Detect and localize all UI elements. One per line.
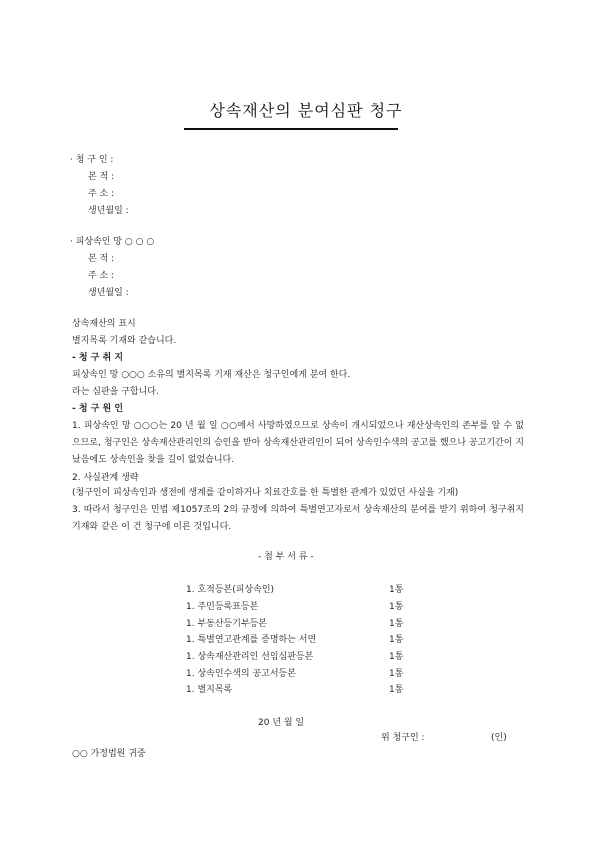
claimant-address-field: 주 소 : (88, 189, 115, 199)
cause-paragraph-3: (청구인이 피상속인과 생전에 생계를 같이하거나 치료간호를 한 특별한 관계가 있었던 사실을 기재) (72, 488, 459, 498)
title-underline (184, 128, 398, 130)
claimant-birthdate-field: 생년월일 : (88, 206, 129, 216)
attachment-name: 1. 호적등본(피상속인) (186, 585, 275, 595)
attachment-count: 1통 (389, 652, 404, 662)
decedent-heading: · 피상속인 망 ○ ○ ○ (70, 237, 155, 247)
attachment-name: 1. 별지목록 (186, 685, 233, 695)
purpose-line-2: 라는 심판을 구합니다. (72, 387, 159, 397)
cause-heading: - 청 구 원 인 (72, 404, 124, 414)
estate-text: 별지목록 기재와 같습니다. (72, 336, 177, 346)
attachment-count: 1통 (389, 685, 404, 695)
filing-date: 20 년 월 일 (258, 718, 305, 728)
decedent-address-field: 주 소 : (88, 271, 115, 281)
estate-heading: 상속재산의 표시 (72, 319, 136, 329)
attachment-count: 1통 (389, 585, 404, 595)
attachment-name: 1. 부동산등기부등본 (186, 619, 268, 629)
attachment-count: 1통 (389, 602, 404, 612)
decedent-domicile-field: 본 적 : (88, 254, 115, 264)
claimant-heading: · 청 구 인 : (70, 155, 114, 165)
attachment-name: 1. 주민등록표등본 (186, 602, 259, 612)
claimant-domicile-field: 본 적 : (88, 172, 115, 182)
attachment-name: 1. 상속인수색의 공고서등본 (186, 669, 296, 679)
attachment-name: 1. 특별연고관계를 증명하는 서면 (186, 635, 317, 645)
document-title: 상속재산의 분여심판 청구 (209, 101, 403, 120)
court-addressee: ○○ 가정법원 귀중 (72, 749, 146, 759)
decedent-birthdate-field: 생년월일 : (88, 288, 129, 298)
cause-paragraph-2: 2. 사실관계 생략 (72, 473, 139, 483)
signer-label: 위 청구인 : (381, 733, 425, 743)
attachment-count: 1통 (389, 635, 404, 645)
attachment-count: 1통 (389, 669, 404, 679)
purpose-line-1: 피상속인 망 ○○○ 소유의 별지목록 기재 재산은 청구인에게 분여 한다. (72, 370, 351, 380)
attachments-heading: - 첨 부 서 류 - (258, 552, 314, 562)
purpose-heading: - 청 구 취 지 (72, 353, 124, 363)
cause-paragraph-4: 3. 따라서 청구인은 민법 제1057조의 2의 규정에 의하여 특별연고자로서 상속재산의 분여를 받기 위하여 청구취지 기재와 같은 이 건 청구에 이른 것입니다. (72, 505, 524, 532)
attachment-count: 1통 (389, 619, 404, 629)
seal-mark: (인) (491, 733, 507, 743)
attachment-name: 1. 상속재산관리인 선임심판등본 (186, 652, 314, 662)
cause-paragraph-1: 1. 피상속인 망 ○○○는 20 년 월 일 ○○에서 사망하였으므로 상속이 개시되었으나 재산상속인의 존부를 알 수 없으므로, 청구인은 상속재산관리인의 승인을 받아 상속재산관리인이 되어 상속인수색의 공고를 했으나 공고기간이 지났음에도 상속인을 찾을 길이 없었습니다. (72, 421, 524, 465)
